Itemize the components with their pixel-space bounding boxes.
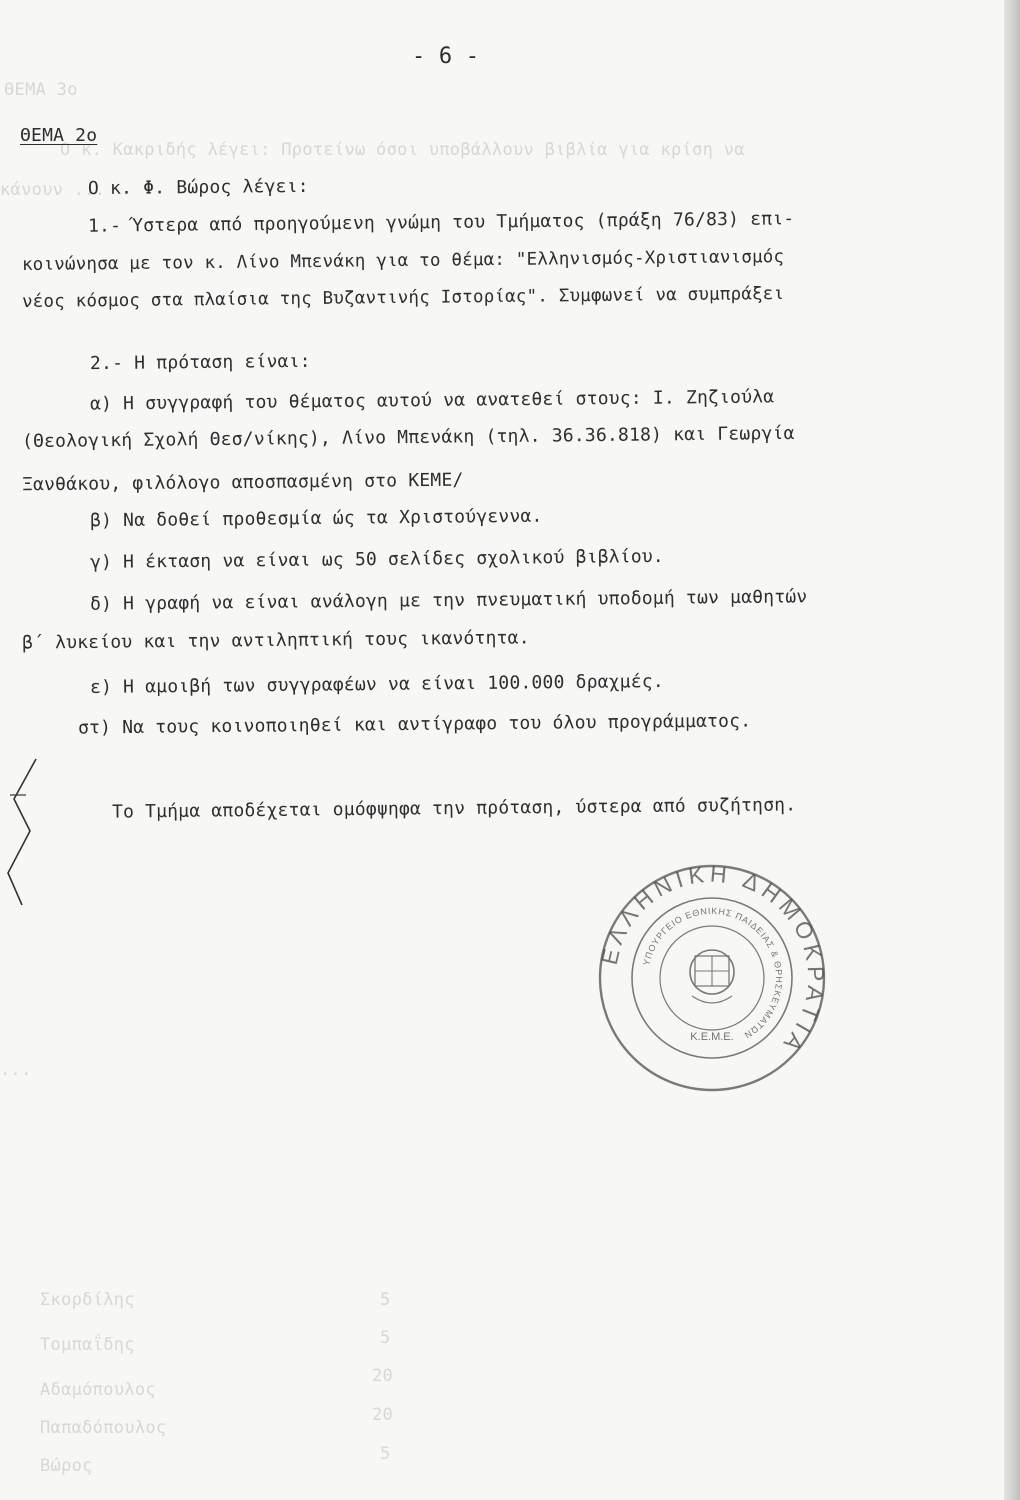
document-page: ΘΕΜΑ 3ο Ο κ. Κακριδής λέγει: Προτείνω όσοι υποβάλλουν βιβλία για κρίση να κάνουν ... ... Σκορδίλης Τομπαΐδης Αδαμόπουλος Παπαδόπουλος Βώρος 5 5 20 20 5 - 6 - ΘΕΜΑ 2ο Ο κ. Φ. Βώρος λέγει: 1.- Ύστερα από προηγούμενη γνώμη του Τμήματος (πράξη 76/83) επι- κοινώνησα με τον κ. Λίνο Μπενάκη για το θέμα: "Ελληνισμός-Χριστιανισμός νέος κόσμος στα πλαίσια της Βυζαντινής Ιστορίας". Συμφωνεί να συμπράξει 2.- Η πρόταση είναι: α) Η συγγραφή του θέματος αυτού να ανατεθεί στους: Ι. Ζηζιούλα (Θεολογική Σχολή Θεσ/νίκης), Λίνο Μπενάκη (τηλ. 36.36.818) και Γεωργία Ξανθάκου, φιλόλογο αποσπασμένη στο ΚΕΜΕ/ β) Να δοθεί προθεσμία ώς τα Χριστούγεννα. γ) Η έκταση να είναι ως 50 σελίδες σχολικού βιβλίου. δ) Η γραφή να είναι ανάλογη με την πνευματική υποδομή των μαθητών β΄ λυκείου και την αντιληπτική τους ικανότητα. ε) Η αμοιβή των συγγραφέων να είναι 100.000 δραχμές. στ) Να τους κοινοποιηθεί και αντίγραφο του όλου προγράμματος. Το Τμήμα αποδέχεται ομόφψηφα την πρόταση, ύστερα από συζήτηση. ΕΛΛΗΝΙΚΗ ΔΗΜΟΚΡΑΤΙΑ ΥΠΟΥΡΓΕΙΟ ΕΘΝΙΚΗΣ ΠΑΙΔΕΙΑΣ & ΘΡΗΣΚΕΥΜΑΤΩΝ Κ.Ε.Μ.Ε. [0, 0, 1020, 1500]
margin-checkmark [0, 755, 48, 910]
text-line-7: (Θεολογική Σχολή Θεσ/νίκης), Λίνο Μπενάκη (τηλ. 36.36.818) και Γεωργία [21, 422, 795, 453]
section-heading: ΘΕΜΑ 2ο [20, 125, 98, 146]
stamp-outer-text: ΕΛΛΗΝΙΚΗ ΔΗΜΟΚΡΑΤΙΑ [595, 860, 830, 1061]
text-line-10: γ) Η έκταση να είναι ως 50 σελίδες σχολικού βιβλίου. [89, 545, 665, 574]
text-line-4: νέος κόσμος στα πλαίσια της Βυζαντινής Ιστορίας". Συμφωνεί να συμπράξει [21, 284, 785, 312]
text-line-11: δ) Η γραφή να είναι ανάλογη με την πνευματική υποδομή των μαθητών [89, 586, 808, 615]
text-line-13: ε) Η αμοιβή των συγγραφέων να είναι 100.000 δραχμές. [89, 670, 665, 699]
text-line-6: α) Η συγγραφή του θέματος αυτού να ανατεθεί στους: Ι. Ζηζιούλα [89, 386, 775, 415]
text-line-8: Ξανθάκου, φιλόλογο αποσπασμένη στο ΚΕΜΕ/ [21, 469, 464, 496]
text-line-2: 1.- Ύστερα από προηγούμενη γνώμη του Τμήματος (πράξη 76/83) επι- [87, 208, 795, 237]
stamp-bottom-text: Κ.Ε.Μ.Ε. [690, 1031, 734, 1043]
text-line-9: β) Να δοθεί προθεσμία ώς τα Χριστούγεννα. [89, 505, 543, 532]
page-number: - 6 - [412, 44, 480, 69]
official-stamp [592, 858, 832, 1098]
stamp-inner-text: ΥΠΟΥΡΓΕΙΟ ΕΘΝΙΚΗΣ ΠΑΙΔΕΙΑΣ & ΘΡΗΣΚΕΥΜΑΤΩΝ [641, 905, 785, 1041]
text-line-14: στ) Να τους κοινοποιηθεί και αντίγραφο του όλου προγράμματος. [77, 710, 752, 739]
text-line-12: β΄ λυκείου και την αντιληπτική τους ικανότητα. [21, 627, 530, 654]
text-line-5: 2.- Η πρόταση είναι: [89, 350, 311, 375]
text-line-3: κοινώνησα με τον κ. Λίνο Μπενάκη για το θέμα: "Ελληνισμός-Χριστιανισμός [21, 247, 785, 275]
page-edge-shadow [1004, 0, 1020, 1500]
text-line-1: Ο κ. Φ. Βώρος λέγει: [87, 175, 309, 200]
text-line-15: Το Τμήμα αποδέχεται ομόφψηφα την πρόταση, ύστερα από συζήτηση. [111, 794, 797, 823]
